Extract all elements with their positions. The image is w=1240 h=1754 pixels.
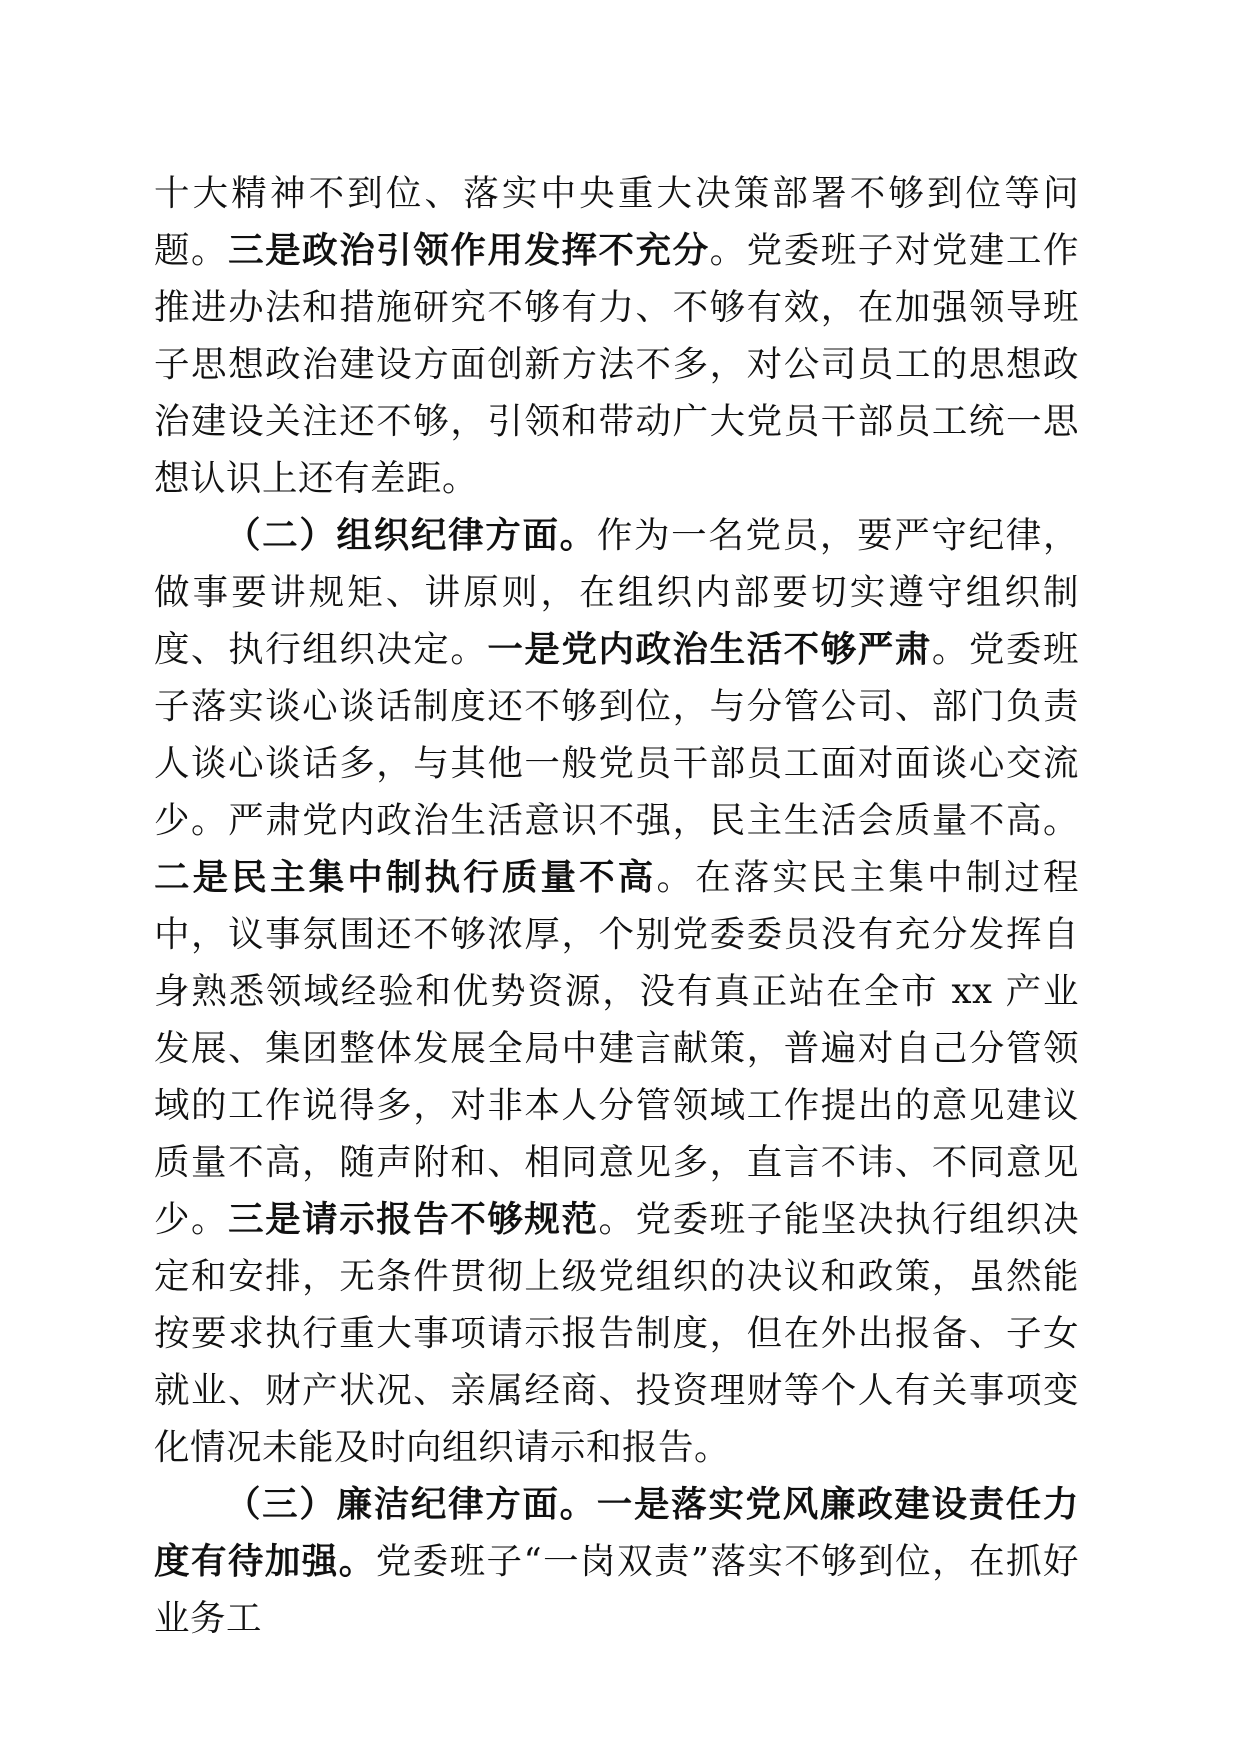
paragraph-integrity-discipline	[154, 1476, 1079, 1647]
paragraph-organizational-discipline	[154, 507, 1079, 1476]
text-run: 。党委班子落实谈心谈话制度还不够到位，与分管公司、部门负责人谈心谈话多，与其他一般党员干部员工面对面谈心交流少。严肃党内政治生活意识不强，民主生活会质量不高。	[154, 629, 1079, 841]
bold-heading-run: 三是政治引领作用发挥不充分	[228, 230, 710, 271]
section-heading: （二）组织纪律方面。	[225, 515, 597, 556]
section-heading: （三）廉洁纪律方面。一是落实党风廉政建设责任力度有待加强。	[154, 1484, 1079, 1582]
bold-heading-run: 二是民主集中制执行质量不高	[154, 857, 657, 898]
bold-heading-run: 一是党内政治生活不够严肃	[487, 629, 932, 670]
text-run: 作为一名党员，要严守纪律，做事要讲规矩、讲原则，在组织内部要切实遵守组织制度、执行组织决定。	[154, 515, 1079, 670]
paragraph-political-leadership	[154, 165, 1079, 507]
text-run: 党委班子“一岗双责”落实不够到位，在抓好业务工	[154, 1541, 1079, 1639]
text-run: 。党委班子能坚决执行组织决定和安排，无条件贯彻上级党组织的决议和政策，虽然能按要求执行重大事项请示报告制度，但在外出报备、子女就业、财产状况、亲属经商、投资理财等个人有关事项变化情况未能及时向组织请示和报告。	[154, 1199, 1079, 1468]
bold-heading-run: 三是请示报告不够规范	[228, 1199, 599, 1240]
text-run: 十大精神不到位、落实中央重大决策部署不够到位等问题。	[154, 173, 1079, 271]
text-run: 。党委班子对党建工作推进办法和措施研究不够有力、不够有效，在加强领导班子思想政治建设方面创新方法不多，对公司员工的思想政治建设关注还不够，引领和带动广大党员干部员工统一思想认识上还有差距。	[154, 230, 1079, 499]
text-run: 。在落实民主集中制过程中，议事氛围还不够浓厚，个别党委委员没有充分发挥自身熟悉领域经验和优势资源，没有真正站在全市 xx 产业发展、集团整体发展全局中建言献策，普遍对自己分管领域的工作说得多，对非本人分管领域工作提出的意见建议质量不高，随声附和、相同意见多，直言不讳、不同意见少。	[154, 857, 1079, 1240]
document-page	[154, 165, 1079, 1647]
